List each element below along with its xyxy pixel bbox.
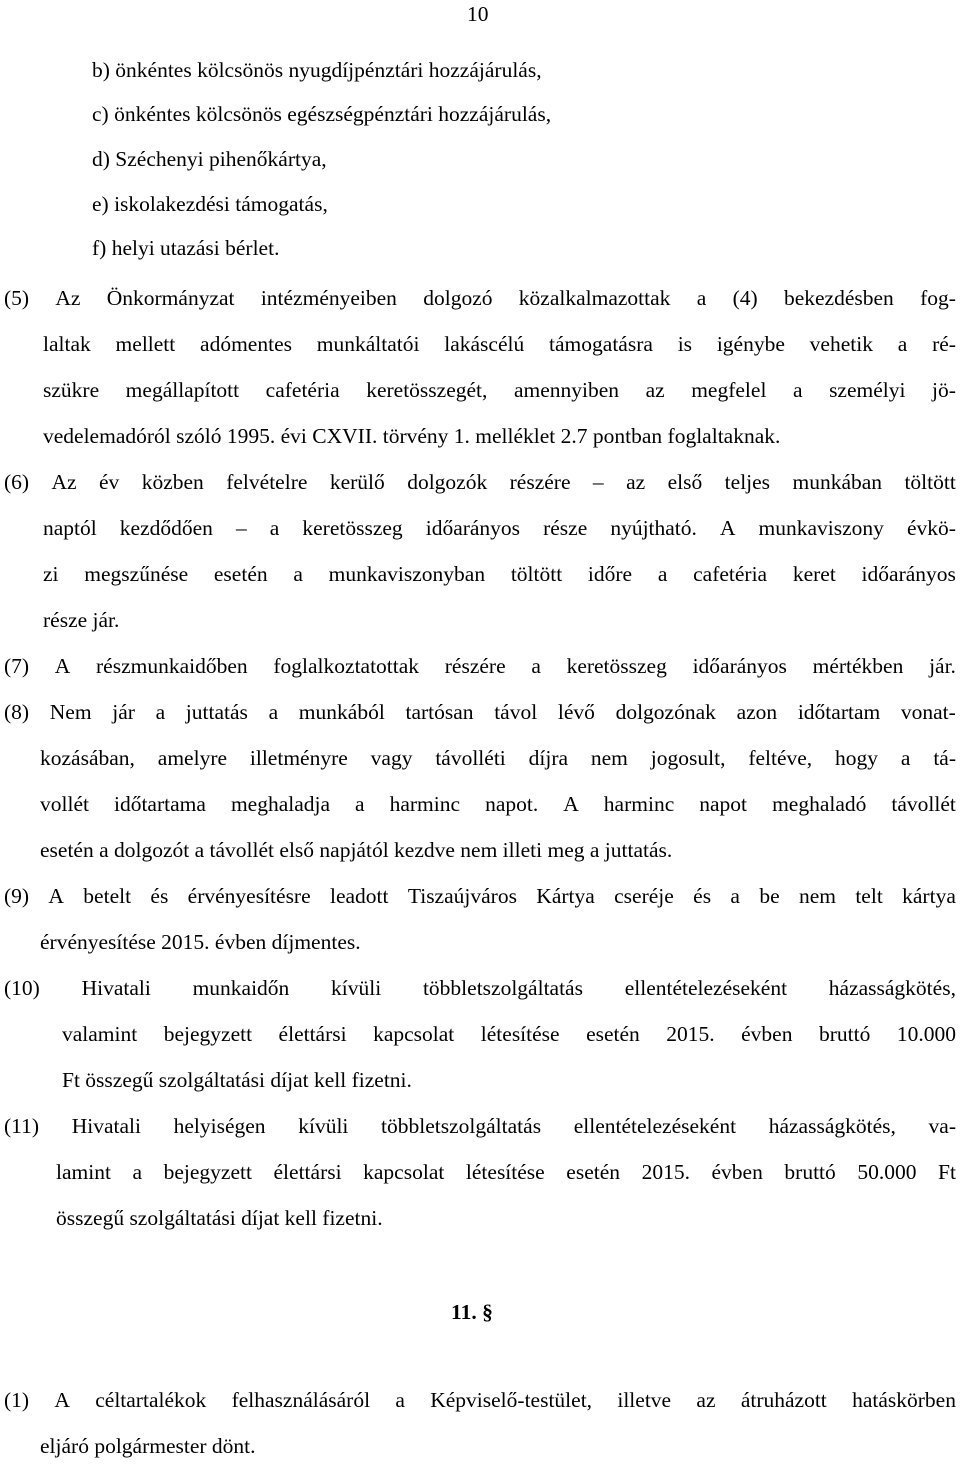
word: vagy: [370, 746, 413, 770]
word: illetményre: [249, 746, 348, 770]
word: és: [693, 884, 712, 908]
word: töltött: [904, 470, 956, 494]
word: jár: [112, 700, 135, 724]
word: többletszolgáltatás: [381, 1114, 542, 1138]
word: része: [543, 516, 588, 540]
section-heading: 11. §: [451, 1300, 493, 1324]
list-item: e) iskolakezdési támogatás,: [92, 192, 328, 216]
word: házasságkötés,: [828, 976, 956, 1000]
word: (9): [4, 884, 30, 908]
word: A: [54, 654, 71, 678]
list-item: f) helyi utazási bérlet.: [92, 236, 280, 260]
word: ellentételezéseként: [573, 1114, 737, 1138]
word: létesítése: [480, 1022, 560, 1046]
word: díjra: [528, 746, 569, 770]
word: keretösszeg: [566, 654, 667, 678]
word: feltéve,: [748, 746, 813, 770]
word: a: [531, 654, 541, 678]
word: a: [730, 884, 740, 908]
word: érvényesítésre: [187, 884, 311, 908]
word: A: [48, 884, 64, 908]
word: –: [235, 516, 247, 540]
word: keretösszeg: [302, 516, 403, 540]
word: megszűnése: [84, 562, 189, 586]
word: átruházott: [740, 1388, 827, 1412]
word: Tiszaújváros: [407, 884, 517, 908]
paragraph-line: [43, 380, 956, 402]
word: adómentes: [200, 332, 292, 356]
word: cafetéria: [265, 378, 340, 402]
list-item: c) önkéntes kölcsönös egészségpénztári hozzájárulás,: [92, 102, 552, 126]
word: dolgozónak: [615, 700, 716, 724]
word: időarányos: [692, 654, 787, 678]
word: felvételre: [226, 470, 308, 494]
word: (5): [4, 286, 30, 310]
word: az: [645, 378, 665, 402]
paragraph-line: eljáró polgármester dönt.: [40, 1434, 256, 1458]
word: betelt: [83, 884, 132, 908]
word: közben: [141, 470, 204, 494]
word: a: [268, 700, 279, 724]
word: cseréje: [614, 884, 674, 908]
word: a: [155, 700, 166, 724]
paragraph-line: [4, 472, 956, 494]
word: távolléti: [435, 746, 506, 770]
word: megfelel: [691, 378, 767, 402]
word: bekezdésben: [783, 286, 894, 310]
word: céltartalékok: [95, 1388, 207, 1412]
page-number: 10: [467, 2, 489, 26]
word: (11): [4, 1114, 40, 1138]
word: lamint: [56, 1160, 111, 1184]
word: foglalkoztatottak: [273, 654, 420, 678]
word: munkáltatói: [316, 332, 420, 356]
word: a: [132, 1160, 143, 1184]
list-item: d) Széchenyi pihenőkártya,: [92, 147, 327, 171]
word: hatáskörben: [852, 1388, 956, 1412]
word: harminc: [389, 792, 461, 816]
paragraph-line: [43, 334, 956, 356]
word: is: [677, 332, 693, 356]
paragraph-line: [43, 518, 956, 540]
word: cafetéria: [693, 562, 768, 586]
word: kerülő: [329, 470, 385, 494]
word: a: [696, 286, 707, 310]
word: Nem: [49, 700, 92, 724]
word: megállapított: [125, 378, 240, 402]
paragraph-line: esetén a dolgozót a távollét első napjától kezdve nem illeti meg a juttatás.: [40, 838, 673, 862]
paragraph-line: [56, 1162, 956, 1184]
word: a: [657, 562, 668, 586]
word: kártya: [902, 884, 956, 908]
paragraph-line: érvényesítése 2015. évben díjmentes.: [40, 930, 361, 954]
word: nyújtható.: [610, 516, 697, 540]
word: meghaladja: [230, 792, 331, 816]
word: évkö-: [906, 516, 956, 540]
word: zi: [43, 562, 59, 586]
word: többletszolgáltatás: [422, 976, 583, 1000]
word: nem: [798, 884, 836, 908]
word: bruttó: [818, 1022, 871, 1046]
word: kívüli: [331, 976, 382, 1000]
word: a: [900, 746, 911, 770]
word: (7): [4, 654, 30, 678]
word: vollét: [40, 792, 89, 816]
word: igénybe: [716, 332, 785, 356]
paragraph-line: [4, 288, 956, 310]
paragraph-line: vedelemadóról szóló 1995. évi CXVII. törvény 1. melléklet 2.7 pontban foglaltaknak.: [43, 424, 781, 448]
word: 2015.: [641, 1160, 690, 1184]
word: dolgozó: [423, 286, 493, 310]
word: (4): [732, 286, 758, 310]
paragraph-line: [4, 1390, 956, 1412]
word: a: [293, 562, 303, 586]
list-item: b) önkéntes kölcsönös nyugdíjpénztári hozzájárulás,: [92, 58, 542, 82]
word: vehetik: [809, 332, 873, 356]
word: évben: [741, 1022, 793, 1046]
word: jö-: [932, 378, 956, 402]
word: amelyre: [157, 746, 228, 770]
word: intézményeiben: [260, 286, 397, 310]
word: vonat-: [900, 700, 956, 724]
word: kívüli: [298, 1114, 349, 1138]
word: mellett: [115, 332, 176, 356]
word: időre: [587, 562, 633, 586]
word: időtartama: [113, 792, 206, 816]
word: bruttó: [784, 1160, 836, 1184]
word: hogy: [835, 746, 879, 770]
word: munkaidőn: [192, 976, 290, 1000]
word: a: [355, 792, 365, 816]
word: Hivatali: [71, 1114, 141, 1138]
word: év: [99, 470, 120, 494]
word: A: [54, 1388, 70, 1412]
word: helyiségen: [173, 1114, 266, 1138]
word: évben: [711, 1160, 763, 1184]
paragraph-line: Ft összegű szolgáltatási díjat kell fizetni.: [62, 1068, 412, 1092]
word: leadott: [329, 884, 389, 908]
word: a: [897, 332, 908, 356]
word: 10.000: [896, 1022, 956, 1046]
word: meghaladó: [772, 792, 867, 816]
word: esetén: [586, 1022, 640, 1046]
word: jogosult,: [650, 746, 726, 770]
word: munkából: [298, 700, 385, 724]
word: kozásában,: [40, 746, 135, 770]
word: be: [759, 884, 780, 908]
word: töltött: [510, 562, 563, 586]
word: 50.000: [857, 1160, 917, 1184]
word: lévő: [557, 700, 595, 724]
word: részmunkaidőben: [96, 654, 248, 678]
word: juttatás: [185, 700, 248, 724]
word: ellentételezéseként: [624, 976, 788, 1000]
word: időarányos: [861, 562, 956, 586]
word: támogatásra: [549, 332, 653, 356]
word: szükre: [43, 378, 100, 402]
paragraph-line: [43, 564, 956, 586]
word: tartósan: [405, 700, 474, 724]
word: első: [667, 470, 703, 494]
word: bejegyzett: [163, 1160, 252, 1184]
word: bejegyzett: [163, 1022, 253, 1046]
word: va-: [928, 1114, 956, 1138]
word: azon: [736, 700, 778, 724]
word: nem: [590, 746, 628, 770]
word: (8): [4, 700, 30, 724]
word: az: [626, 470, 646, 494]
word: naptól: [43, 516, 97, 540]
word: keret: [792, 562, 836, 586]
word: telt: [855, 884, 883, 908]
word: (1): [4, 1388, 30, 1412]
word: Ft: [938, 1160, 956, 1184]
word: a: [395, 1388, 405, 1412]
word: távollét: [891, 792, 956, 816]
word: munkában: [792, 470, 883, 494]
word: Képviselő-testület,: [430, 1388, 593, 1412]
word: és: [150, 884, 169, 908]
paragraph-line: része jár.: [43, 608, 120, 632]
word: időtartam: [797, 700, 881, 724]
word: a: [792, 378, 803, 402]
word: Önkormányzat: [106, 286, 235, 310]
word: élettársi: [273, 1160, 342, 1184]
word: tá-: [933, 746, 956, 770]
word: felhasználásáról: [231, 1388, 371, 1412]
word: Az: [55, 286, 81, 310]
word: az: [696, 1388, 716, 1412]
word: munkaviszonyban: [328, 562, 486, 586]
word: esetén: [213, 562, 268, 586]
word: Hivatali: [81, 976, 151, 1000]
word: munkaviszony: [758, 516, 884, 540]
paragraph-line: [40, 748, 956, 770]
word: kapcsolat: [363, 1160, 445, 1184]
word: kezdődően: [119, 516, 213, 540]
word: –: [592, 470, 604, 494]
paragraph-line: [4, 886, 956, 908]
word: részére: [444, 654, 506, 678]
paragraph-line: [4, 656, 956, 678]
word: létesítése: [465, 1160, 545, 1184]
word: házasságkötés,: [768, 1114, 896, 1138]
word: Kártya: [536, 884, 595, 908]
word: laltak: [43, 332, 91, 356]
word: harminc: [603, 792, 675, 816]
word: napot: [699, 792, 748, 816]
word: ré-: [932, 332, 956, 356]
word: (6): [4, 470, 30, 494]
word: a: [269, 516, 280, 540]
paragraph-line: [62, 1024, 956, 1046]
word: lakáscélú: [444, 332, 525, 356]
paragraph-line: [40, 794, 956, 816]
word: jár.: [929, 654, 956, 678]
word: esetén: [566, 1160, 620, 1184]
paragraph-line: [4, 702, 956, 724]
word: illetve: [617, 1388, 672, 1412]
word: keretösszegét,: [366, 378, 488, 402]
word: teljes: [724, 470, 771, 494]
word: A: [563, 792, 579, 816]
word: Az: [51, 470, 77, 494]
word: távol: [494, 700, 538, 724]
word: közalkalmazottak: [518, 286, 671, 310]
word: A: [719, 516, 736, 540]
word: napot.: [485, 792, 539, 816]
paragraph-line: [4, 1116, 956, 1138]
paragraph-line: összegű szolgáltatási díjat kell fizetni.: [56, 1206, 383, 1230]
word: személyi: [829, 378, 906, 402]
word: fog-: [920, 286, 956, 310]
word: 2015.: [666, 1022, 715, 1046]
word: élettársi: [278, 1022, 347, 1046]
word: kapcsolat: [373, 1022, 455, 1046]
word: időarányos: [425, 516, 521, 540]
word: valamint: [62, 1022, 138, 1046]
word: dolgozók: [407, 470, 488, 494]
word: részére: [509, 470, 571, 494]
word: (10): [4, 976, 40, 1000]
word: mértékben: [812, 654, 904, 678]
paragraph-line: [4, 978, 956, 1000]
word: amennyiben: [513, 378, 620, 402]
